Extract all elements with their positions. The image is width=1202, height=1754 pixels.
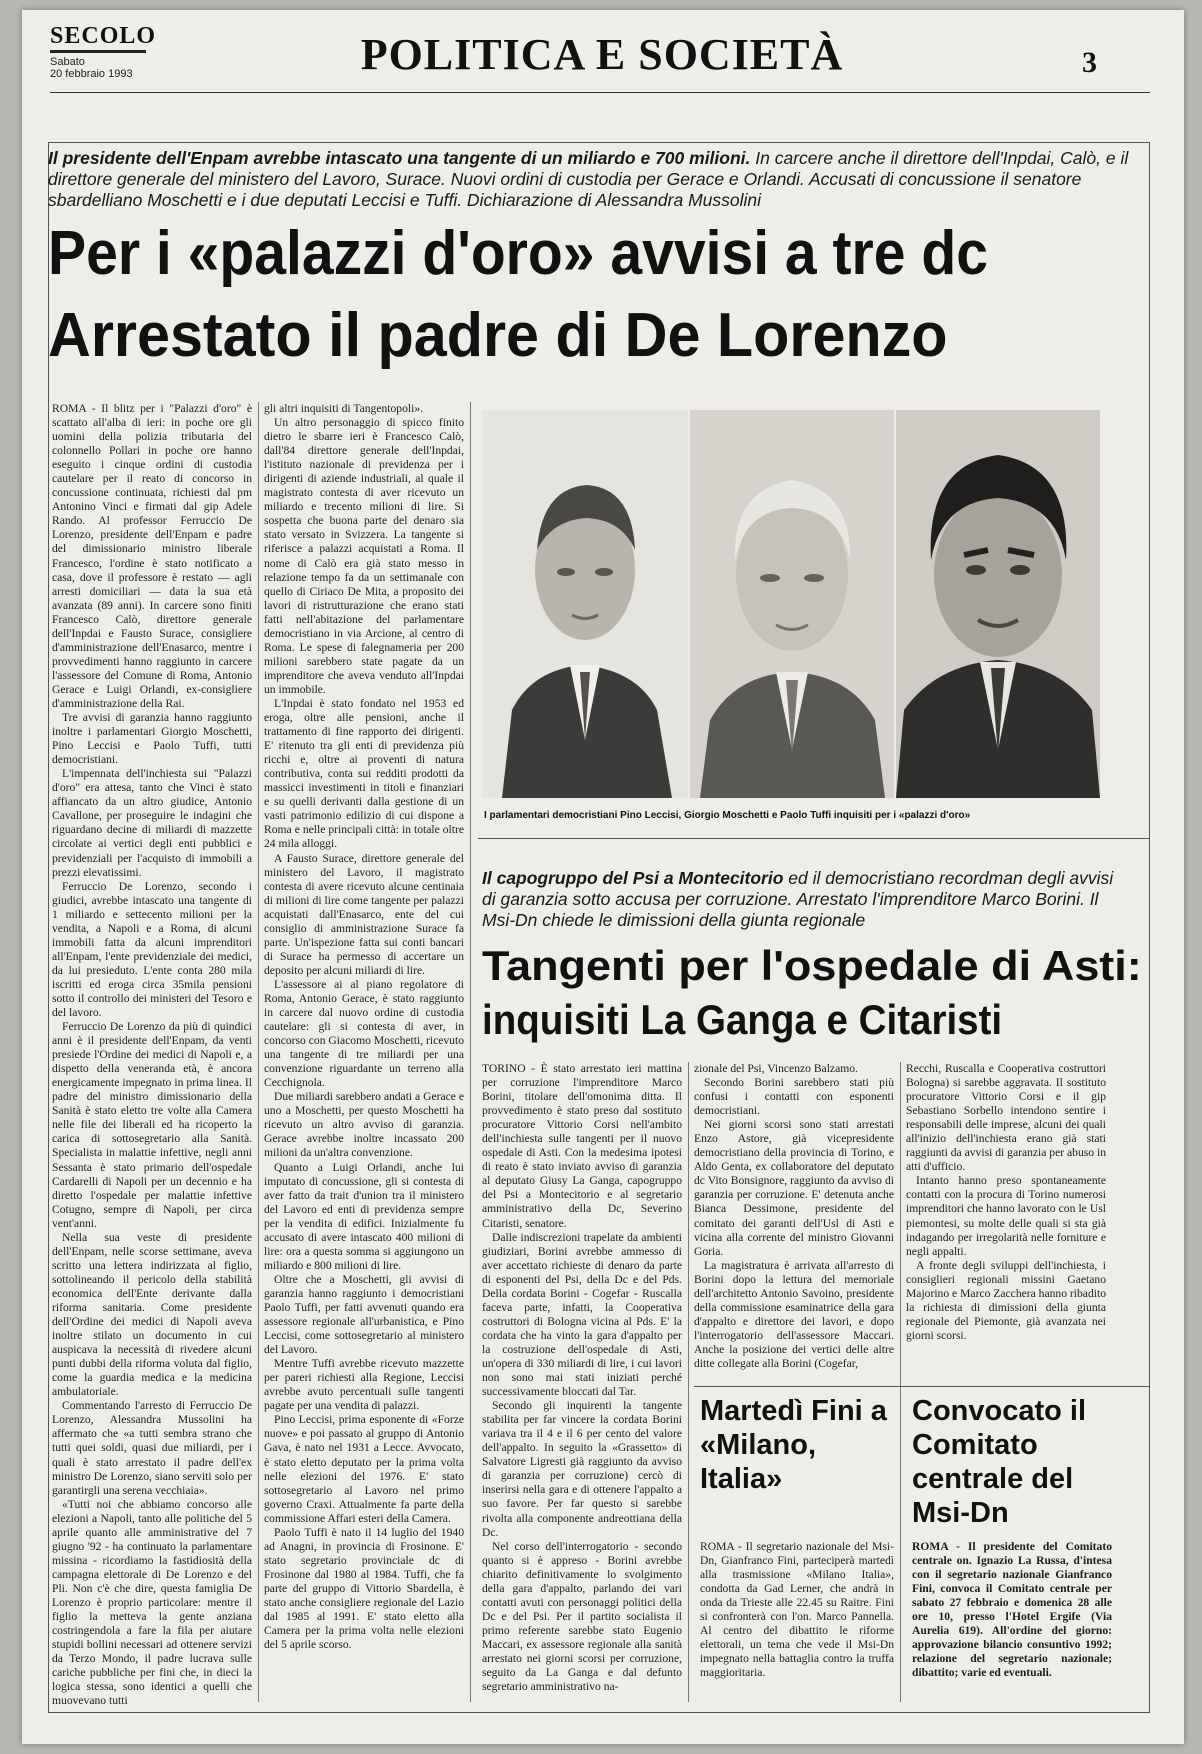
photo-caption: I parlamentari democristiani Pino Leccisi, Giorgio Moschetti e Paolo Tuffi inquisiti per i «palazzi d'oro» (484, 810, 971, 821)
paragraph: A fronte degli sviluppi dell'inchiesta, i consiglieri regionali missini Gaetano Majorino e Marco Zacchera hanno ribadito la richiesta di dimissioni della giunta regionale del Piemonte, già avanzata nei giorni scorsi. (906, 1258, 1106, 1342)
paragraph: L'Inpdai è stato fondato nel 1953 ed eroga, oltre alle pensioni, anche il trattamento di fine rapporto dei dirigenti. E' ritenuto tra gli enti di previdenza più ricchi e, oltre ai proventi di natura contributiva, conta sui redditi prodotti da massicci investimenti in titoli e finanziari e su quelli derivanti dalla gestione di un vasti patrimonio edilizio di cui dispone a Roma e nelle principali città: in totale oltre 24 mila alloggi. (264, 696, 464, 851)
masthead-day: Sabato (50, 56, 85, 68)
header-rule (50, 92, 1150, 93)
paragraph: Recchi, Ruscalla e Cooperativa costruttori Bologna) si sarebbe aggravata. Il sostituto procuratore Vittorio Corsi e il gip Sebastiano Sorbello intendono sentire i responsabili delle imprese, alcuni dei quali all'inizio dell'inchiesta erano già stati raggiunti da avvisi di garanzia per abuso in atti d'ufficio. (906, 1062, 1106, 1174)
brief1-text (700, 1540, 894, 1700)
section-title: POLITICA E SOCIETÀ (360, 30, 844, 79)
paragraph: «Tutti noi che abbiamo concorso alle elezioni a Napoli, tanto alle politiche del 5 aprile quanto alle amministrative del 7 giugno '92 - ha continuato la parlamentare missina - ricordiamo la fastidiosità della campagna elettorale di De Lorenzo e del Pli. Non c'è che dire, questa famiglia De Lorenzo è proprio particolare: mentre il figlio la metteva la gente anziana costringendola a fare la fila per aiutare stupidi bollini necessari ad ottenere servizi da Terzo Mondo, il padre lucrava sulle cariche pubbliche per fini che, in dieci la logica stessa, sono identici a quelli che muovevano tutti (52, 1497, 252, 1708)
story1-headline-line2: Arrestato il padre di De Lorenzo (48, 301, 948, 370)
story1-kicker (48, 148, 1138, 222)
paragraph: A Fausto Surace, direttore generale del ministero del Lavoro, il magistrato contesta di avere ricevuto alcune centinaia di milioni di lire come tangente per palazzi acquistati dall'Enasarco, ente del cui consiglio di amministrazione Surace fa parte. Un'ispezione fatta sui conti bancari di Surace ha permesso di accertare un deposito per alcuni miliardi di lire. (264, 851, 464, 977)
story1-column-1 (52, 402, 252, 1708)
story1-kicker-rest: In carcere anche il direttore dell'Inpdai, Calò, e il direttore generale del ministero del Lavoro, Surace. Nuovi ordini di custodia per Gerace e Orlandi. Accusati di concussione il senatore sbardelliano Moschetti e i due deputati Leccisi e Tuffi. Dichiarazione di Alessandra Mussolini (48, 148, 1129, 210)
paragraph: Un altro personaggio di spicco finito dietro le sbarre ieri è Francesco Calò, dall'84 direttore generale dell'Inpdai, l'istituto nazionale di previdenza per i dirigenti di aziende industriali, al quale il magistrato contesta di aver ricevuto un miliardo e trecento milioni di lire. Si sospetta che buona parte del denaro sia stato versato in Svizzera. La tangente si riferisce a palazzi acquistati a Roma. Il nome di Calò era già stato messo in relazione tempo fa da un settimanale con quello di Ciriaco De Mita, a proposito dei lavori di ristrutturazione che erano stati fatti nell'abitazione del parlamentare democristiano in via Arcione, al centro di Roma. Le spese di falegnameria per 200 milioni sarebbero state pagate da un imprenditore che aveva venduto all'Inpdai un immobile. (264, 416, 464, 696)
brief1-headline: Martedì Fini a «Milano, Italia» (700, 1395, 887, 1495)
paragraph: L'assessore ai al piano regolatore di Roma, Antonio Gerace, è stato raggiunto in carcere dal nuovo ordine di custodia cautelare: gli si contesta di aver, in concorso con Giacomo Moschetti, ricevuto una tangente di tre miliardi per una convenzione riguardante un terreno alla Cecchignola. (264, 977, 464, 1090)
paragraph: Ferruccio De Lorenzo, secondo i giudici, avrebbe intascato una tangente di 1 miliardo e settecento milioni per la vendita, a Napoli e a Roma, di alcuni immobili fatta da alcuni imprenditori all'Enpam, l'ente previdenziale dei medici, da lui presieduto. L'ente conta 280 mila iscritti ed eroga circa 35mila pensioni sotto il controllo dei ministeri del Tesoro e del lavoro. (52, 879, 252, 1020)
paragraph: Secondo Borini sarebbero stati più confusi i contatti con esponenti democristiani. (694, 1076, 894, 1118)
column-rule (900, 1062, 901, 1702)
paragraph: ROMA - Il blitz per i "Palazzi d'oro" è scattato all'alba di ieri: in poche ore gli uomini della polizia tributaria del colonnello Pollari in poche ore hanno eseguito i cinque ordini di custodia cautelare per il reato di concorso in concussione continuata, richiesti dal pm Antonino Vinci e firmati dal gip Adele Rando. Al professor Ferruccio De Lorenzo, presidente dell'Enpam e padre del dimissionario ministro liberale Francesco, l'ordine è stato notificato a casa, dove il professore è restato — agli arresti domiciliari — data la sua età avanzata (89 anni). In carcere sono finiti Francesco Calò, direttore generale dell'Inpdai e Fausto Surace, consigliere d'amministrazione dell'Enasarco, mentre i provvedimenti hanno raggiunto in carcere l'assessore del Comune di Roma, Antonio Gerace e Luigi Orlandi, ex-consigliere d'amministrazione della Rai. (52, 402, 252, 710)
paragraph: Oltre che a Moschetti, gli avvisi di garanzia hanno raggiunto i democristiani Paolo Tuffi, per fatti avvenuti quando era assessore regionale all'urbanistica, e Pino Leccisi, come sottosegretario al ministero del Lavoro. (264, 1272, 464, 1357)
story2-top-rule (478, 838, 1150, 839)
paragraph: Tre avvisi di garanzia hanno raggiunto inoltre i parlamentari Giorgio Moschetti, Pino Leccisi e Paolo Tuffi, tutti democristiani. (52, 711, 252, 767)
paragraph: Nel corso dell'interrogatorio - secondo quanto si è appreso - Borini avrebbe chiarito definitivamente lo svolgimento della gara d'appalto, parlando dei vari contatti avuti con personaggi politici della Dc e del Psi. Per il partito socialista il primo referente sarebbe stato Eugenio Maccari, ex assessore regionale alla sanità arrestato nei giorni scorsi per corruzione, seguito da La Ganga e dal defunto segretario amministrativo na- (482, 1539, 682, 1694)
paragraph: Nella sua veste di presidente dell'Enpam, nelle scorse settimane, aveva scritto una lettera indirizzata al figlio, sottolineando il pericolo della stabilità economica dell'Ente derivante dalla riforma sanitaria. Come presidente dell'Ordine dei medici di Napoli aveva inoltre stilato un documento in cui auspicava la necessità di rivedere alcuni punti dubbi della riforma voluta dal figlio, come la guardia medica e la medicina ambulatoriale. (52, 1230, 252, 1399)
story2-column-1 (482, 1062, 682, 1702)
frame-bottom-rule (48, 1712, 1150, 1713)
paragraph: Dalle indiscrezioni trapelate da ambienti giudiziari, Borini avrebbe ammesso di aver accettato richieste di denaro da parte di esponenti del Psi, della Dc e del Pds. Della cordata Borini - Cogefar - Ruscalla faceva parte, infatti, la Cooperativa costruttori di Bologna vicina al Pds. E' la cordata che ha vinto la gara d'appalto per la costruzione dell'ospedale di Asti, un'opera di 330 miliardi di lire, i cui lavori non sono mai stati iniziati perché successivamente bloccati dal Tar. (482, 1230, 682, 1399)
story2-column-3 (906, 1062, 1106, 1380)
column-rule (258, 402, 259, 1702)
paragraph: Pino Leccisi, prima esponente di «Forze nuove» e poi passato al gruppo di Antonio Gava, è nato nel 1931 a Lecce. Avvocato, è stato eletto deputato per la prima volta nelle elezioni del 1976. E' stato sottosegretario al Lavoro nel primo governo Craxi. Attualmente fa parte della commissione Affari esteri della Camera. (264, 1413, 464, 1525)
photo-pino-leccisi (482, 410, 688, 798)
paragraph: Nei giorni scorsi sono stati arrestati Enzo Astore, già vicepresidente democristiano della provincia di Torino, e Aldo Genta, ex collaboratore del deputato dc Vito Bonsignore, raggiunto da avviso di garanzia per corruzione. E' detenuta anche Bianca Dessimone, presidente del comitato dei garanti dell'Usl di Asti e vicina alla corrente del ministro Giovanni Goria. (694, 1118, 894, 1258)
masthead-bar (50, 50, 146, 53)
story2-kicker-bold: Il capogruppo del Psi a Montecitorio (482, 868, 784, 888)
paragraph: ROMA - Il segretario nazionale del Msi-Dn, Gianfranco Fini, parteciperà martedì alla trasmissione «Milano Italia», condotta da Gad Lerner, che andrà in onda da Trieste alle 22.45 su Raitre. Fini si confronterà con l'on. Marco Pannella. Al centro del dibattito le riforme elettorali, un tema che vede il Msi-Dn impegnato nella battaglia contro la truffa maggioritaria. (700, 1540, 894, 1680)
frame-left-rule (48, 142, 49, 1712)
story1-top-rule (48, 142, 1150, 143)
photo-giorgio-moschetti (690, 410, 894, 798)
photo-paolo-tuffi (896, 410, 1100, 798)
story2-kicker (482, 868, 1122, 934)
paragraph: Commentando l'arresto di Ferruccio De Lorenzo, Alessandra Mussolini ha affermato che «a tutti sembra strano che tutti quei soldi, quasi due miliardi, per i quali è stato arrestato il padre dell'ex ministro De Lorenzo, siano serviti solo per garantirgli una serena vecchiaia». (52, 1399, 252, 1497)
story1-kicker-bold: Il presidente dell'Enpam avrebbe intascato una tangente di un miliardo e 700 milioni. (48, 148, 751, 168)
story2-column-2 (694, 1062, 894, 1380)
story1-headline-line1: Per i «palazzi d'oro» avvisi a tre dc (48, 219, 988, 288)
paragraph: zionale del Psi, Vincenzo Balzamo. (694, 1062, 858, 1075)
masthead (50, 24, 160, 80)
masthead-date: 20 febbraio 1993 (50, 68, 133, 80)
paragraph: TORINO - È stato arrestato ieri mattina per corruzione l'imprenditore Marco Borini, titolare dell'omonima ditta. Il provvedimento è stato preso dal sostituto procuratore Vittorio Corsi nell'ambito dell'inchiesta sulle tangenti per il nuovo ospedale di Asti. Con la medesima ipotesi di reato è stato inviato avviso di garanzia al deputato Giusy La Ganga, capogruppo del Psi a Montecitorio e al segretario amministrativo della Dc, Severino Citaristi, senatore. (482, 1062, 682, 1230)
paragraph: Intanto hanno preso spontaneamente contatti con la procura di Torino numerosi imprenditori che hanno lavorato con le Usl piemontesi, su molte delle quali si sta già indagando per irregolarità nelle forniture e negli appalti. (906, 1174, 1106, 1258)
paragraph: Ferruccio De Lorenzo da più di quindici anni è il presidente dell'Enpam, da venti presiede l'Ordine dei medici di Napoli e, a dispetto della veneranda età, è ancora energicamente impegnato in prima linea. Il padre del ministro dimissionario della Sanità è stato eletto tre volte alla Camera nelle file dei liberali ed ha ricoperto la carica di sottosegretario alla Sanità. Specialista in malattie infettive, negli anni Sessanta è stato primario dell'ospedale Cardarelli di Napoli per un decennio e ha diretto l'ospedale per malattie infettive Cotugno, sempre di Napoli, per circa vent'anni. (52, 1020, 252, 1230)
masthead-name: SECOLO (50, 23, 157, 49)
paragraph: ROMA - Il presidente del Comitato centrale on. Ignazio La Russa, d'intesa con il segretario nazionale Gianfranco Fini, convoca il Comitato centrale per sabato 27 febbraio e domenica 28 alle ore 10, presso l'Hotel Ergife (Via Aurelia 619). All'ordine del giorno: approvazione bilancio consuntivo 1992; relazione del segretario nazionale; dibattito; varie ed eventuali. (912, 1540, 1112, 1680)
brief2-text (912, 1540, 1112, 1700)
column-rule (470, 402, 471, 1702)
paragraph: Quanto a Luigi Orlandi, anche lui imputato di concussione, gli si contesta di aver fatto da trait d'union tra il ministero del Lavoro ed enti di previdenza sempre per la vendita di edifici. Inizialmente fu accusato di avere intascato 400 milioni di lire: ora a questa somma si aggiungono un miliardo e 800 milioni di lire. (264, 1160, 464, 1272)
brief2-headline: Convocato il Comitato centrale del Msi-Dn (912, 1395, 1087, 1529)
paragraph: La magistratura è arrivata all'arresto di Borini dopo la lettura del memoriale dell'architetto Antonio Savoino, presidente della commissione esaminatrice della gara d'appalto e direttore dei lavori, e dopo l'interrogatorio dell'assessore Maccari. Anche la posizione dei vertici delle altre ditte collegate alla Borini (Cogefar, (694, 1258, 894, 1370)
frame-right-rule (1149, 142, 1150, 1712)
story2-kicker-rest: ed il democristiano recordman degli avvisi di garanzia sotto accusa per corruzione. Arrestato l'imprenditore Marco Borini. Il Msi-Dn chiede le dimissioni della giunta regionale (482, 868, 1114, 930)
story2-headline-line2: inquisiti La Ganga e Citaristi (482, 996, 1003, 1043)
paragraph: Due miliardi sarebbero andati a Gerace e uno a Moschetti, per questo Moschetti ha ricevuto un altro avviso di garanzia. Gerace avrebbe inoltre incassato 200 milioni da un'altra convenzione. (264, 1090, 464, 1160)
story1-column-2 (264, 402, 464, 1652)
paragraph: Mentre Tuffi avrebbe ricevuto mazzette per pareri richiesti alla Regione, Leccisi avrebbe avuto percentuali sulle tangenti pagate per una vendita di palazzi. (264, 1357, 464, 1413)
paragraph: Secondo gli inquirenti la tangente stabilita per far vincere la cordata Borini variava tra il 4 e il 6 per cento del valore dell'appalto. In seguito la «Grassetto» di Salvatore Ligresti già raggiunto da avviso di garanzia per corruzione) cercò di inserirsi nella gara e di ottenere l'appalto a suo favore. Per far questo si sarebbe rivolta alla componente andreottiana della Dc. (482, 1399, 682, 1539)
paragraph: L'impennata dell'inchiesta sui "Palazzi d'oro" era attesa, tanto che Vinci è stato affiancato da un altro giudice, Antonio Cavallone, per proseguire le indagini che riguardano decine di miliardi di mazzette circolate ai vertici degli enti pubblici e previdenziali per l'acquisto di immobili a prezzi elevatissimi. (52, 767, 252, 879)
story2-headline-line1: Tangenti per l'ospedale di Asti: (482, 942, 1142, 989)
page-number: 3 (1082, 46, 1097, 79)
briefs-top-rule (694, 1386, 1150, 1387)
newspaper-page (22, 10, 1184, 1744)
paragraph: Paolo Tuffi è nato il 14 luglio del 1940 ad Anagni, in provincia di Frosinone. E' stato segretario provinciale dc di Frosinone dal 1980 al 1984. Tuffi, che fa parte del gruppo di Vittorio Sbardella, è stato anche consigliere regionale del Lazio dal 1985 al 1991. E' stato eletto alla Camera per la prima volta nelle elezioni del 5 aprile scorso. (264, 1525, 464, 1652)
paragraph: gli altri inquisiti di Tangentopoli». (264, 402, 424, 415)
column-rule (688, 1062, 689, 1702)
